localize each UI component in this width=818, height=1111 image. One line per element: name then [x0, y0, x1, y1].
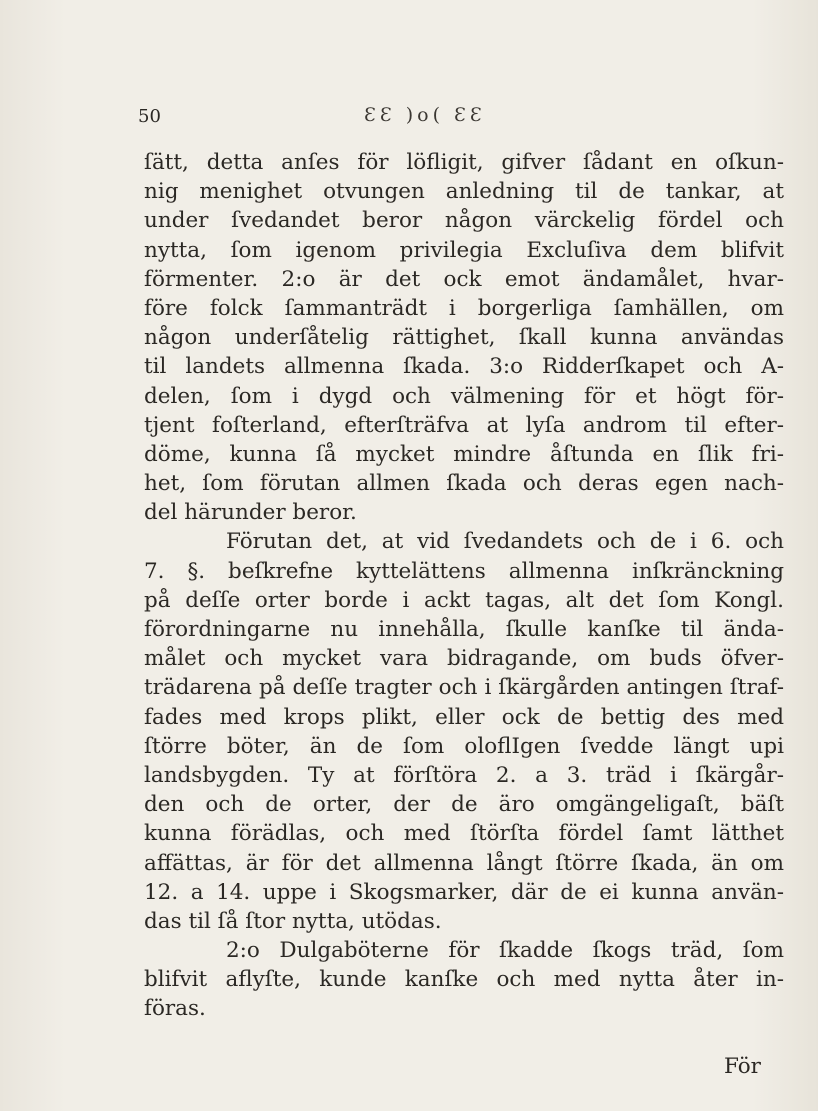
- catchword: För: [724, 1054, 761, 1079]
- text-line: blifvit aflyſte, kunde kanſke och med nytta åter in-: [144, 967, 784, 993]
- page-number: 50: [138, 106, 161, 127]
- paragraph-end-line: del härunder beror.: [144, 500, 357, 526]
- text-line: förmenter. 2:o är det ock emot ändamålet, hvar-: [144, 266, 784, 292]
- text-line: het, ſom förutan allmen ſkada och deras egen nach-: [144, 471, 784, 497]
- paragraph-end-line: das til ſå ſtor nytta, utödas.: [144, 908, 442, 934]
- text-line: nig menighet otvungen anledning til de tankar, at: [144, 179, 784, 205]
- text-line: den och de orter, der de äro omgängeligaſt, bäſt: [144, 792, 784, 818]
- text-line: ſätt, detta anſes för löfligit, gifver ſådant en oſkun-: [144, 150, 784, 175]
- text-line: kunna förädlas, och med ſtörſta fördel ſamt lätthet: [144, 821, 784, 847]
- text-line: före folck ſammanträdt i borgerliga ſamhällen, om: [144, 295, 784, 321]
- text-line: affättas, är för det allmenna långt ſtörre ſkada, än om: [144, 850, 784, 876]
- paragraph-end-line: föras.: [144, 996, 206, 1022]
- text-line: delen, ſom i dygd och välmening för et högt för-: [144, 383, 784, 409]
- body-text: [144, 148, 784, 1024]
- text-line: landsbygden. Ty at förſtöra 2. a 3. träd i ſkärgår-: [144, 762, 784, 788]
- text-line: döme, kunna ſå mycket mindre åſtunda en ſlik fri-: [144, 441, 784, 467]
- text-line: tjent foſterland, efterſträfva at lyſa androm til efter-: [144, 412, 784, 438]
- text-line: nytta, ſom igenom privilegia Excluſiva dem blifvit: [144, 237, 784, 263]
- text-line: på deſſe orter borde i ackt tagas, alt det ſom Kongl.: [144, 587, 784, 613]
- text-line: fades med krops plikt, eller ock de bettig des med: [144, 704, 784, 730]
- text-line: förordningarne nu innehålla, ſkulle kanſke til ända-: [144, 617, 784, 642]
- text-line: under ſvedandet beror någon värckelig fördel och: [144, 208, 784, 234]
- text-line: trädarena på deſſe tragter och i ſkärgården antingen ſtraf-: [144, 675, 784, 701]
- text-line: 7. §. beſkrefne kyttelättens allmenna inſkränckning: [144, 558, 784, 584]
- page-header: [138, 104, 778, 134]
- text-line: målet och mycket vara bidragande, om buds öfver-: [144, 646, 784, 672]
- text-line: 12. a 14. uppe i Skogsmarker, där de ei kunna använ-: [144, 879, 784, 905]
- paragraph-start-line: 2:o Dulgaböterne för ſkadde ſkogs träd, ſom: [226, 938, 784, 964]
- text-line: til landets allmenna ſkada. 3:o Ridderſkapet och A-: [144, 354, 784, 380]
- header-ornament: ƐƐ )o( ƐƐ: [364, 104, 486, 126]
- text-line: någon underſåtelig rättighet, ſkall kunna användas: [144, 325, 784, 351]
- paragraph-start-line: Förutan det, at vid ſvedandets och de i 6. och: [226, 529, 784, 555]
- text-line: ſtörre böter, än de ſom oloflIgen ſvedde längt upi: [144, 733, 784, 759]
